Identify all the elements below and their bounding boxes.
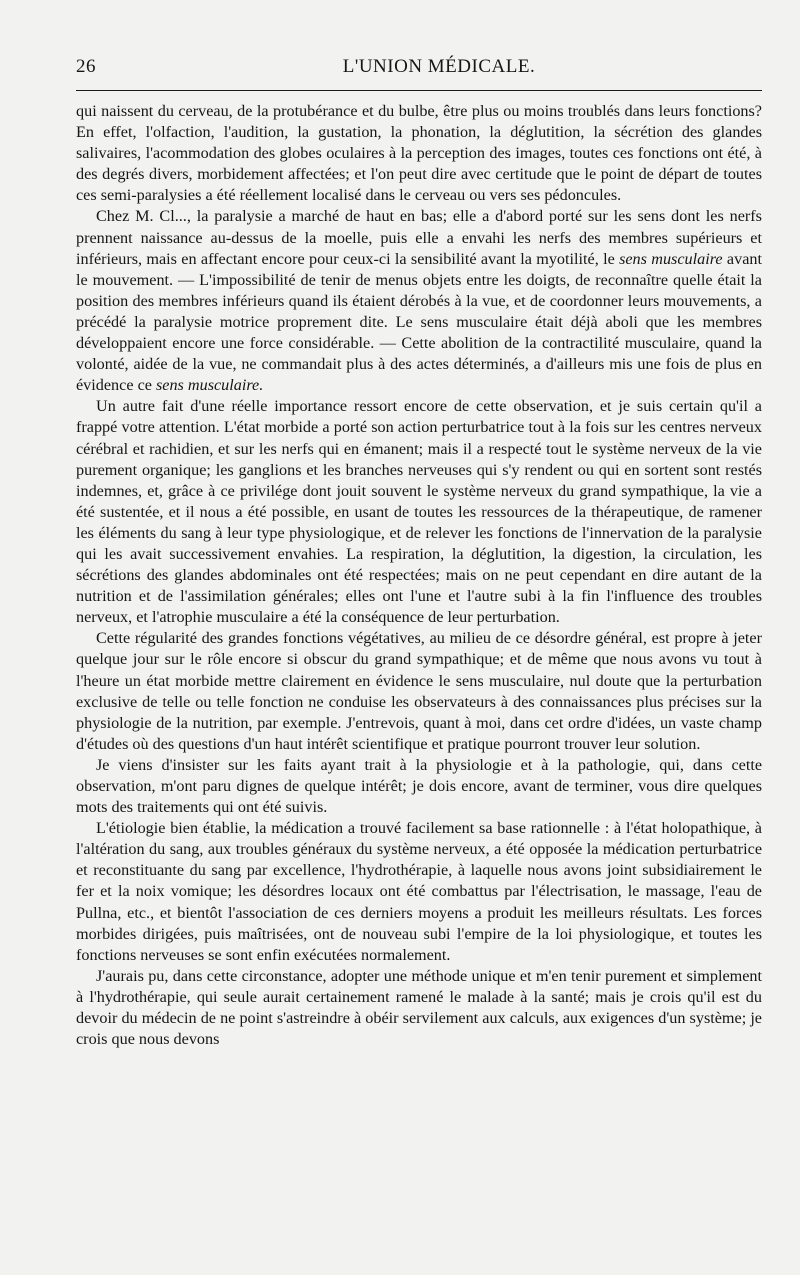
page-number: 26 xyxy=(76,56,96,77)
body-text xyxy=(76,101,762,1050)
italic-term: sens musculaire. xyxy=(155,376,264,395)
paragraph: Je viens d'insister sur les faits ayant trait à la physiologie et à la pathologie, qui, dans cette observation, m'ont paru dignes de quelque intérêt; je dois encore, avant de terminer, vous dire quelques mots des traitements qui ont été suivis. xyxy=(76,755,762,817)
page-header xyxy=(76,48,762,82)
paragraph xyxy=(76,206,762,396)
paragraph-text: avant le mouvement. — L'impossibilité de tenir de menus objets entre les doigts, de reconnaître quelle était la position des membres inférieurs quand ils étaient dérobés à la vue, et de coordonner leurs mouvements, a précédé la paralysie motrice proprement dite. Le sens musculaire était déjà aboli que les membres développaient encore une force considérable. — Cette abolition de la contractilité musculaire, quand la volonté, aidée de la vue, ne commandait plus à des actes déterminés, a d'ailleurs mis une fois de plus en évidence ce xyxy=(76,249,762,395)
paragraph-text: Chez M. Cl..., la paralysie a marché de haut en bas; elle a d'abord porté sur les sens dont les nerfs prennent naissance au-dessus de la moelle, puis elle a envahi les nerfs des membres supérieurs et inférieurs, mais en affectant encore pour ceux-ci la sensibilité avant la myotilité, le xyxy=(76,207,762,268)
running-head: L'UNION MÉDICALE. xyxy=(342,56,536,77)
paragraph: Un autre fait d'une réelle importance ressort encore de cette observation, et je suis certain qu'il a frappé votre attention. L'état morbide a porté son action perturbatrice tout à la fois sur les centres nerveux cérébral et rachidien, et sur les nerfs qui en émanent; mais il a respecté tout le système nerveux de la vie purement organique; les ganglions et les branches nerveuses qui s'y rendent ou qui en sortent sont restés indemnes, et, grâce à ce privilége dont jouit souvent le système nerveux du grand sympathique, la vie a été sustentée, et il nous a été possible, en usant de toutes les ressources de la thérapeutique, de ramener les éléments du sang à leur type physiologique, et de relever les fonctions de l'innervation de la paralysie qui les avait successivement envahies. La respiration, la déglutition, la digestion, la circulation, les sécrétions des glandes abdominales ont été respectées; mais on ne peut cependant en dire autant de la nutrition et de l'assimilation générales; elles ont l'une et l'autre subi à la fin l'influence des troubles nerveux, et l'atrophie musculaire a été la conséquence de leur perturbation. xyxy=(76,397,762,627)
paragraph: qui naissent du cerveau, de la protubérance et du bulbe, être plus ou moins troublés dans leurs fonctions? En effet, l'olfaction, l'audition, la gustation, la phonation, la déglutition, la sécrétion des glandes salivaires, l'acommodation des globes oculaires à la perception des images, toutes ces fonctions ont été, à des degrés divers, morbidement affectées; et l'on peut dire avec certitude que le point de départ de toutes ces semi-paralysies a été réellement localisé dans le cerveau ou vers ses pédoncules. xyxy=(76,102,762,205)
paragraph: L'étiologie bien établie, la médication a trouvé facilement sa base rationnelle : à l'état holopathique, à l'altération du sang, aux troubles généraux du système nerveux, a été opposée la médication perturbatrice et reconstituante du sang par excellence, l'hydrothérapie, à laquelle nous avons joint subsidiairement le fer et la noix vomique; les désordres locaux ont été combattus par l'électrisation, le massage, l'eau de Pullna, etc., et bientôt l'association de ces derniers moyens a produit les meilleurs résultats. Les forces morbides dirigées, puis maîtrisées, ont de nouveau subi l'empire de la loi physiologique, et toutes les fonctions nerveuses se sont enfin exécutées normalement. xyxy=(76,819,762,964)
header-rule xyxy=(76,90,762,91)
italic-term: sens musculaire xyxy=(619,249,723,268)
paragraph: J'aurais pu, dans cette circonstance, adopter une méthode unique et m'en tenir purement et simplement à l'hydrothérapie, qui seule aurait certainement ramené le malade à la santé; mais je crois qu'il est du devoir du médecin de ne point s'astreindre à obéir servilement aux calculs, aux exigences d'un système; je crois que nous devons xyxy=(76,966,762,1049)
paragraph: Cette régularité des grandes fonctions végétatives, au milieu de ce désordre général, est propre à jeter quelque jour sur le rôle encore si obscur du grand sympathique; et de même que nous avons vu tout à l'heure un état morbide mettre clairement en évidence le sens musculaire, nul doute que la perturbation exclusive de telle ou telle fonction ne conduise les observateurs à des connaissances plus précises sur la physiologie de la nutrition, par exemple. J'entrevois, quant à moi, dans cet ordre d'idées, un vaste champ d'études où des questions d'un haut intérêt scientifique et pratique pourront trouver leur solution. xyxy=(76,629,762,753)
